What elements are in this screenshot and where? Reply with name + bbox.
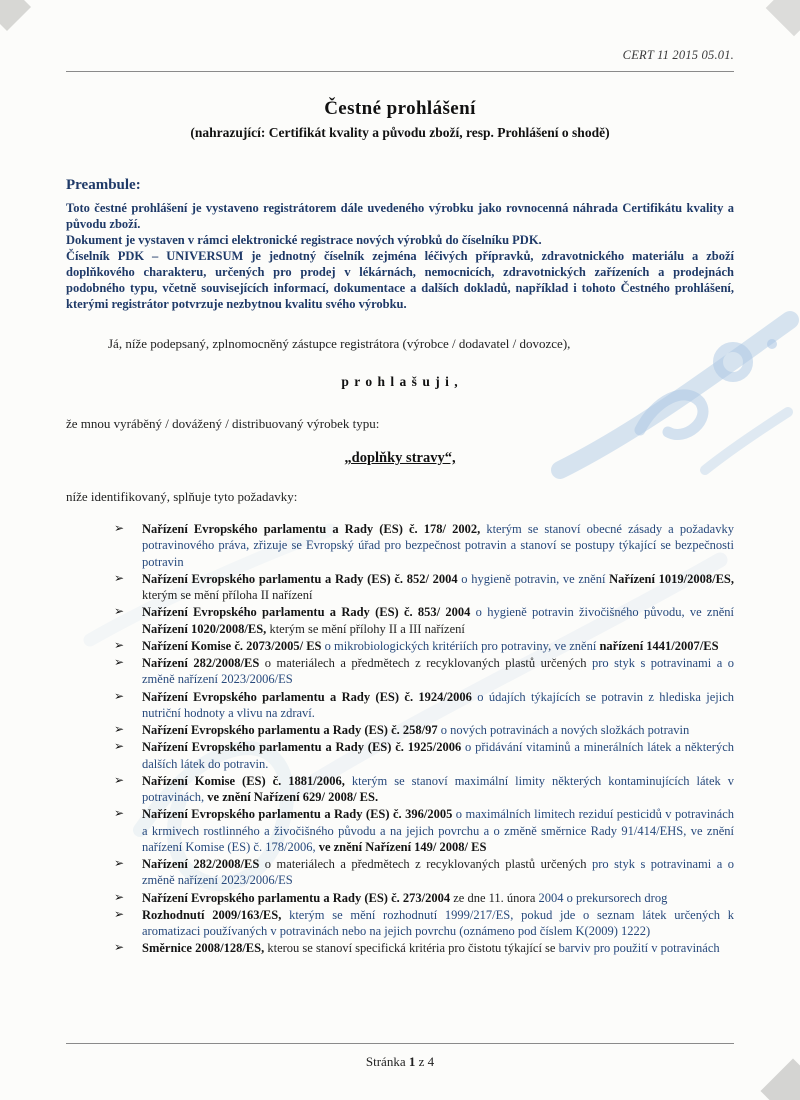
page-title: Čestné prohlášení <box>324 98 476 119</box>
requirement-item: ➢ Směrnice 2008/128/ES, kterou se stanoví specifická kritéria pro čistotu týkající se barviv pro použití v potravinách <box>114 940 720 956</box>
page-subtitle: (nahrazující: Certifikát kvality a původu zboží, resp. Prohlášení o shodě) <box>190 125 610 140</box>
requirement-item: ➢ Nařízení Evropského parlamentu a Rady (ES) č. 852/ 2004 o hygieně potravin, ve znění Nařízení 1019/2008/ES, kterým se mění příloha II nařízení <box>114 570 734 602</box>
bullet-arrow-icon: ➢ <box>114 637 125 652</box>
bullet-arrow-icon: ➢ <box>114 570 125 585</box>
document-code: CERT 11 2015 05.01. <box>622 48 734 62</box>
requirement-item: ➢ Nařízení Evropského parlamentu a Rady (ES) č. 1925/2006 o přidávání vitaminů a minerálních látek a některých dalších látek do potravin. <box>114 739 734 771</box>
requirement-item: ➢ Nařízení Komise (ES) č. 1881/2006, kterým se stanoví maximální limity některých kontaminujících látek v potravinách, ve znění Nařízení 629/ 2008/ ES. <box>114 772 734 804</box>
bullet-arrow-icon: ➢ <box>114 806 125 821</box>
bullet-arrow-icon: ➢ <box>114 856 125 870</box>
requirement-item: ➢ Nařízení Evropského parlamentu a Rady (ES) č. 1924/2006 o údajích týkajících se potravin z hlediska jejich nutriční hodnoty a vlivu na zdraví. <box>114 688 734 720</box>
product-type-line: že mnou vyráběný / dovážený / distribuovaný výrobek typu: <box>66 416 380 431</box>
preamble-body <box>66 200 734 312</box>
requirement-item: ➢ Nařízení 282/2008/ES o materiálech a předmětech z recyklovaných plastů určených pro styk s potravinami a o změně nařízení 2023/2006/ES <box>114 856 734 888</box>
preamble-paragraph: Toto čestné prohlášení je vystaveno registrátorem dále uvedeného výrobku jako rovnocenná náhrada Certifikátu kvality a původu zboží. <box>66 201 734 231</box>
page-footer <box>0 1054 800 1070</box>
bullet-arrow-icon: ➢ <box>114 906 125 921</box>
requirement-item: ➢ Nařízení Evropského parlamentu a Rady (ES) č. 396/2005 o maximálních limitech reziduí pesticidů v potravinách a krmivech rostlinného a živočišného původu a na jejich povrchu a o změně směrnice Rady 91/414/EHS, ve znění nařízení Komise (ES) č. 178/2006, ve znění Nařízení 149/ 2008/ ES <box>114 806 734 854</box>
requirements-list <box>114 521 734 957</box>
preamble-paragraph: Dokument je vystaven v rámci elektronické registrace nových výrobků do číselníku PDK. <box>66 233 542 247</box>
bullet-arrow-icon: ➢ <box>114 772 125 787</box>
bullet-arrow-icon: ➢ <box>114 889 125 904</box>
bullet-arrow-icon: ➢ <box>114 940 125 955</box>
declaration-intro: Já, níže podepsaný, zplnomocněný zástupce registrátora (výrobce / dodavatel / dovozce), <box>108 336 571 351</box>
preamble-heading: Preambule: <box>66 177 141 193</box>
preamble-paragraph: Číselník PDK – UNIVERSUM je jednotný číselník zejména léčivých přípravků, zdravotnického materiálu a zboží doplňkového charakteru, určených pro prodej v lékárnách, nemocnicích, zdravotnických zařízeních a prodejnách podobného typu, včetně souvisejících informací, dokumentace a dalších dokladů, například i tohoto Čestného prohlášení, kterými registrátor potvrzuje nezbytnou kvalitu svého výrobku. <box>66 249 734 311</box>
requirement-item: ➢ Nařízení Evropského parlamentu a Rady (ES) č. 178/ 2002, kterým se stanoví obecné zásady a požadavky potravinového práva, zřizuje se Evropský úřad pro bezpečnost potravin a stanoví se postupy týkající se bezpečnosti potravin <box>114 521 734 569</box>
product-type: „doplňky stravy“, <box>344 450 456 466</box>
bullet-arrow-icon: ➢ <box>114 739 125 754</box>
requirement-item: ➢ Nařízení Evropského parlamentu a Rady (ES) č. 273/2004 ze dne 11. února 2004 o prekursorech drog <box>114 889 668 905</box>
requirement-item: ➢ Nařízení Komise č. 2073/2005/ ES o mikrobiologických kritériích pro potraviny, ve znění nařízení 1441/2007/ES <box>114 637 719 653</box>
bullet-arrow-icon: ➢ <box>114 655 125 669</box>
bullet-arrow-icon: ➢ <box>114 722 125 736</box>
bullet-arrow-icon: ➢ <box>114 604 125 619</box>
footer-page-number: 1 <box>408 1054 416 1069</box>
requirements-intro: níže identifikovaný, splňuje tyto požadavky: <box>66 489 298 504</box>
bullet-arrow-icon: ➢ <box>114 521 125 535</box>
footer-rule <box>66 1043 734 1044</box>
requirement-item: ➢ Rozhodnutí 2009/163/ES, kterým se mění rozhodnutí 1999/217/ES, pokud jde o seznam látek určených k aromatizaci používaných v potravinách nebo na jejich povrchu (oznámeno pod číslem K(2009) 1222) <box>114 906 734 938</box>
bullet-arrow-icon: ➢ <box>114 688 125 703</box>
requirement-item: ➢ Nařízení Evropského parlamentu a Rady (ES) č. 853/ 2004 o hygieně potravin živočišného původu, ve znění Nařízení 1020/2008/ES, kterým se mění přílohy II a III nařízení <box>114 604 734 636</box>
header-rule <box>66 71 734 72</box>
footer-page-word: Stránka <box>365 1054 406 1069</box>
declaration-verb: p r o h l a š u j i , <box>341 374 459 389</box>
requirement-item: ➢ Nařízení Evropského parlamentu a Rady (ES) č. 258/97 o nových potravinách a nových složkách potravin <box>114 722 690 737</box>
requirement-item: ➢ Nařízení 282/2008/ES o materiálech a předmětech z recyklovaných plastů určených pro styk s potravinami a o změně nařízení 2023/2006/ES <box>114 655 734 687</box>
footer-of-text: z 4 <box>418 1054 435 1069</box>
